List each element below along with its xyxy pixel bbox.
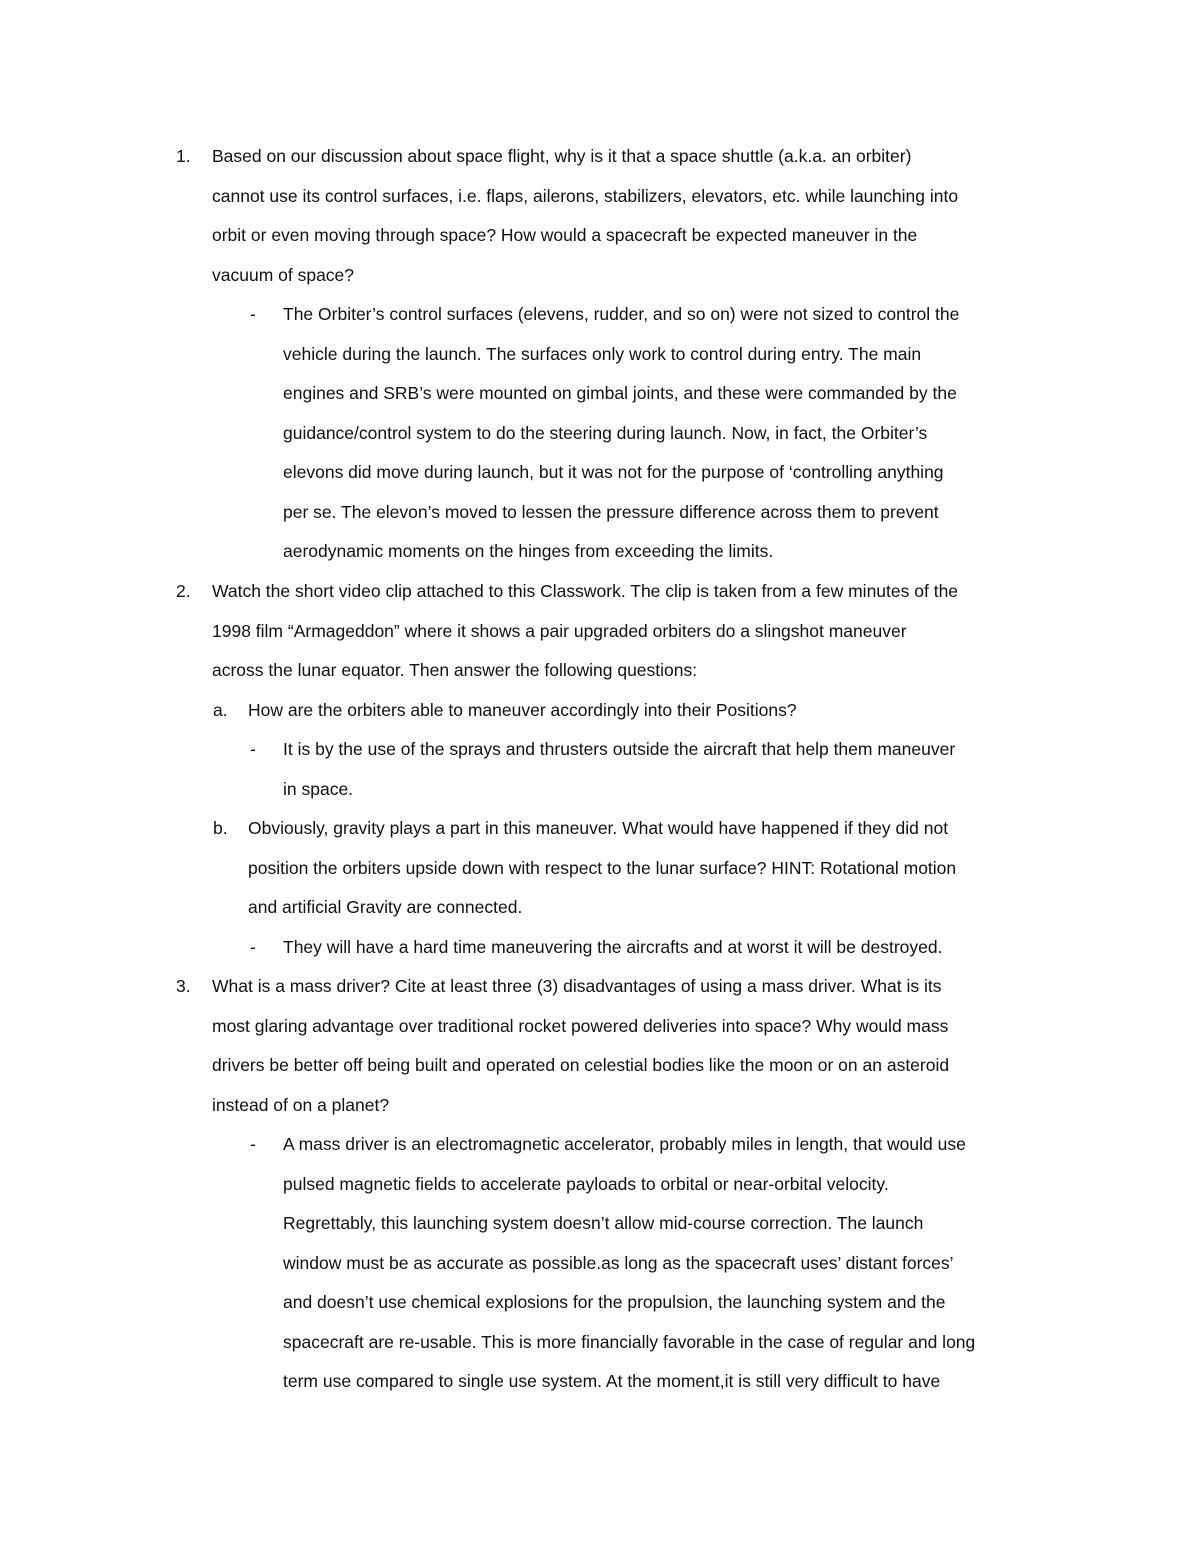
answer-3-line: A mass driver is an electromagnetic accelerator, probably miles in length, that would use: [283, 1134, 966, 1154]
question-2-number: 2.: [176, 581, 191, 601]
question-3-line: What is a mass driver? Cite at least three (3) disadvantages of using a mass driver. What is its: [212, 976, 942, 996]
answer-2b-dash: -: [250, 937, 256, 957]
answer-1-line: aerodynamic moments on the hinges from exceeding the limits.: [283, 541, 774, 561]
subquestion-2b-line: position the orbiters upside down with respect to the lunar surface? HINT: Rotational motion: [248, 858, 957, 878]
answer-1-line: The Orbiter’s control surfaces (elevens, rudder, and so on) were not sized to control the: [283, 304, 960, 324]
question-2-line: across the lunar equator. Then answer the following questions:: [212, 660, 698, 680]
answer-3-line: and doesn’t use chemical explosions for the propulsion, the launching system and the: [283, 1292, 946, 1312]
answer-3-line: Regrettably, this launching system doesn’t allow mid-course correction. The launch: [283, 1213, 924, 1233]
answer-2a-line: in space.: [283, 779, 354, 799]
question-1-line: cannot use its control surfaces, i.e. flaps, ailerons, stabilizers, elevators, etc. while launching into: [212, 186, 959, 206]
question-1-line: Based on our discussion about space flight, why is it that a space shuttle (a.k.a. an orbiter): [212, 146, 912, 166]
answer-1-line: vehicle during the launch. The surfaces only work to control during entry. The main: [283, 344, 922, 364]
subquestion-2a-line: How are the orbiters able to maneuver accordingly into their Positions?: [248, 700, 797, 720]
answer-3-line: spacecraft are re-usable. This is more financially favorable in the case of regular and long: [283, 1332, 976, 1352]
answer-3-line: term use compared to single use system. At the moment,it is still very difficult to have: [283, 1371, 941, 1391]
subquestion-2b-line: and artificial Gravity are connected.: [248, 897, 523, 917]
question-1-line: vacuum of space?: [212, 265, 355, 285]
answer-3-line: window must be as accurate as possible.as long as the spacecraft uses’ distant forces’: [283, 1253, 954, 1273]
question-3-line: instead of on a planet?: [212, 1095, 390, 1115]
answer-2a-dash: -: [250, 739, 256, 759]
subquestion-2b-letter: b.: [213, 818, 228, 838]
answer-1-line: guidance/control system to do the steering during launch. Now, in fact, the Orbiter’s: [283, 423, 928, 443]
question-2-line: 1998 film “Armageddon” where it shows a pair upgraded orbiters do a slingshot maneuver: [212, 621, 907, 641]
answer-2a-line: It is by the use of the sprays and thrusters outside the aircraft that help them maneuver: [283, 739, 956, 759]
question-2-line: Watch the short video clip attached to this Classwork. The clip is taken from a few minutes of the: [212, 581, 959, 601]
subquestion-2a-letter: a.: [213, 700, 228, 720]
answer-3-line: pulsed magnetic fields to accelerate payloads to orbital or near-orbital velocity.: [283, 1174, 889, 1194]
subquestion-2b-line: Obviously, gravity plays a part in this maneuver. What would have happened if they did not: [248, 818, 949, 838]
answer-1-line: per se. The elevon’s moved to lessen the pressure difference across them to prevent: [283, 502, 939, 522]
answer-3-dash: -: [250, 1134, 256, 1154]
answer-1-dash: -: [250, 304, 256, 324]
question-3-line: drivers be better off being built and operated on celestial bodies like the moon or on an asteroid: [212, 1055, 950, 1075]
question-1-number: 1.: [176, 146, 191, 166]
answer-1-line: engines and SRB’s were mounted on gimbal joints, and these were commanded by the: [283, 383, 957, 403]
question-3-number: 3.: [176, 976, 191, 996]
question-1-line: orbit or even moving through space? How would a spacecraft be expected maneuver in the: [212, 225, 918, 245]
answer-1-line: elevons did move during launch, but it was not for the purpose of ‘controlling anything: [283, 462, 944, 482]
question-3-line: most glaring advantage over traditional rocket powered deliveries into space? Why would mass: [212, 1016, 949, 1036]
answer-2b-line: They will have a hard time maneuvering the aircrafts and at worst it will be destroyed.: [283, 937, 943, 957]
